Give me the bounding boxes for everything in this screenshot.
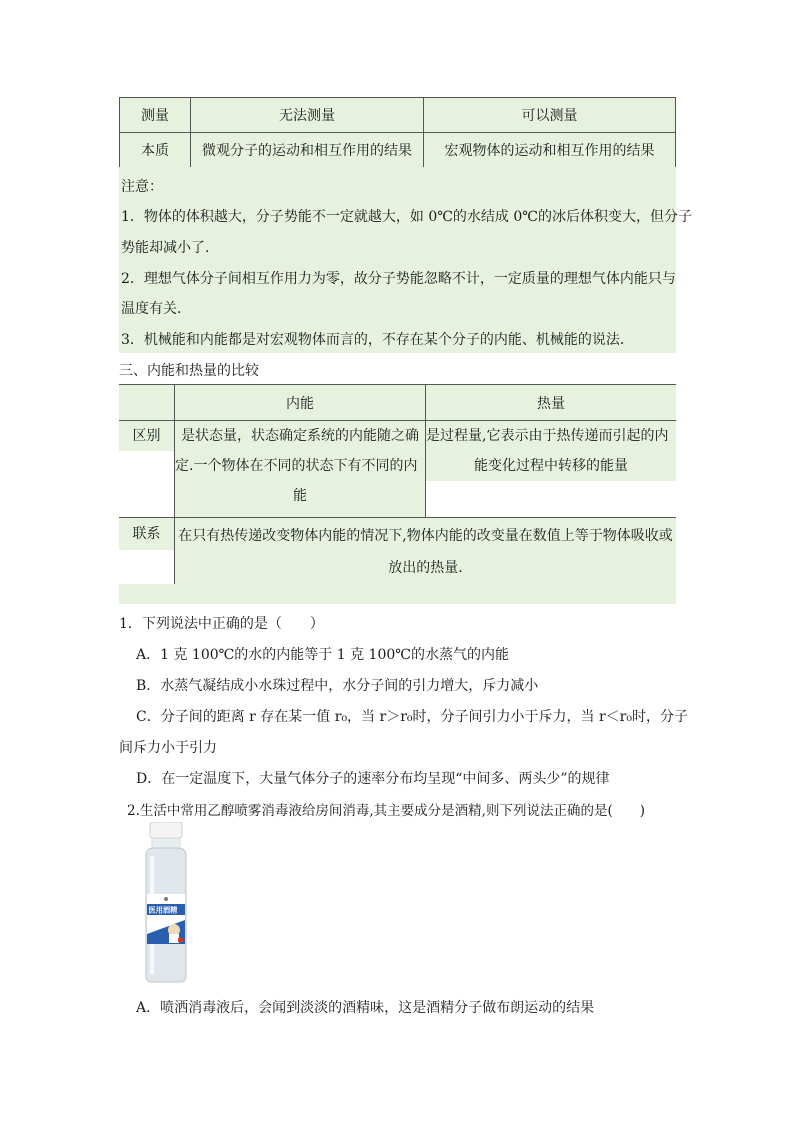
table-row	[119, 385, 676, 421]
question-2-stem: 2.生活中常用乙醇喷雾消毒液给房间消毒,其主要成分是酒精,则下列说法正确的是( )	[127, 803, 645, 819]
notes-block	[119, 167, 676, 353]
internal-energy-description	[175, 421, 426, 518]
text-line: 能	[293, 488, 307, 504]
row-label-spacer	[119, 550, 174, 586]
text-line: 放出的热量.	[388, 560, 463, 576]
row-label-difference	[119, 421, 175, 518]
alcohol-bottle-image	[140, 822, 192, 984]
comparison-table-2	[119, 384, 676, 586]
question-1-option-b: B．水蒸气凝结成小水珠过程中，水分子间的引力增大，斥力减小	[136, 678, 539, 694]
note-3: 3．机械能和内能都是对宏观物体而言的，不存在某个分子的内能、机械能的说法．	[121, 332, 634, 348]
header-empty-cell	[119, 385, 175, 421]
note-1-line-1: 1．物体的体积越大，分子势能不一定就越大，如 0℃的水结成 0℃的冰后体积变大，但分子	[121, 209, 692, 225]
note-2-line-1: 2．理想气体分子间相互作用力为零，故分子势能忽略不计，一定质量的理想气体内能只与	[121, 271, 676, 287]
table-row	[119, 518, 676, 587]
internal-energy-cell: 无法测量	[191, 98, 424, 133]
row-label-spacer	[119, 451, 174, 517]
question-2-option-a: A．喷洒消毒液后，会闻到淡淡的酒精味，这是酒精分子做布朗运动的结果	[136, 1000, 595, 1016]
question-1-option-a: A．1 克 100℃的水的内能等于 1 克 100℃的水蒸气的内能	[136, 647, 509, 663]
text-line: 是状态量，状态确定系统的内能随之确	[181, 428, 419, 444]
mechanical-energy-cell: 可以测量	[424, 98, 676, 133]
row-key: 测量	[120, 98, 191, 133]
internal-energy-cell: 微观分子的运动和相互作用的结果	[191, 133, 424, 168]
question-1-stem: 1．下列说法中正确的是（ ）	[119, 616, 324, 632]
mechanical-energy-cell: 宏观物体的运动和相互作用的结果	[424, 133, 676, 168]
row-label-text: 联系	[119, 518, 174, 550]
table-row	[119, 421, 676, 518]
relation-description	[175, 518, 677, 587]
header-heat: 热量	[426, 385, 677, 421]
text-line: 能变化过程中转移的能量	[426, 451, 676, 481]
table-row	[120, 98, 676, 133]
table-row	[120, 133, 676, 168]
row-label-relation	[119, 518, 175, 587]
text-line: 是过程量,它表示由于热传递而引起的内	[426, 421, 676, 451]
bottle-label-text: 医用酒精	[148, 905, 178, 915]
row-key: 本质	[120, 133, 191, 168]
table-2-footer-band	[119, 584, 676, 604]
text-line: 在只有热传递改变物体内能的情况下,物体内能的改变量在数值上等于物体吸收或	[178, 528, 673, 544]
note-2-line-2: 温度有关．	[121, 301, 191, 317]
comparison-table-1	[119, 97, 676, 168]
header-internal-energy: 内能	[175, 385, 426, 421]
question-1-option-d: D．在一定温度下，大量气体分子的速率分布均呈现“中间多、两头少”的规律	[136, 771, 610, 787]
row-label-text: 区别	[119, 421, 174, 451]
note-1-line-2: 势能却减小了．	[121, 240, 219, 256]
heat-description	[426, 421, 677, 518]
section-3-title: 三、内能和热量的比较	[119, 363, 259, 379]
text-line: 定.一个物体在不同的状态下有不同的内	[175, 458, 418, 474]
question-1-option-c-line-2: 间斥力小于引力	[119, 740, 217, 756]
question-1-option-c-line-1: C．分子间的距离 r 存在某一值 r₀，当 r＞r₀时，分子间引力小于斥力，当 r＜r₀时，分子	[136, 709, 688, 725]
notes-title: 注意：	[121, 179, 163, 195]
